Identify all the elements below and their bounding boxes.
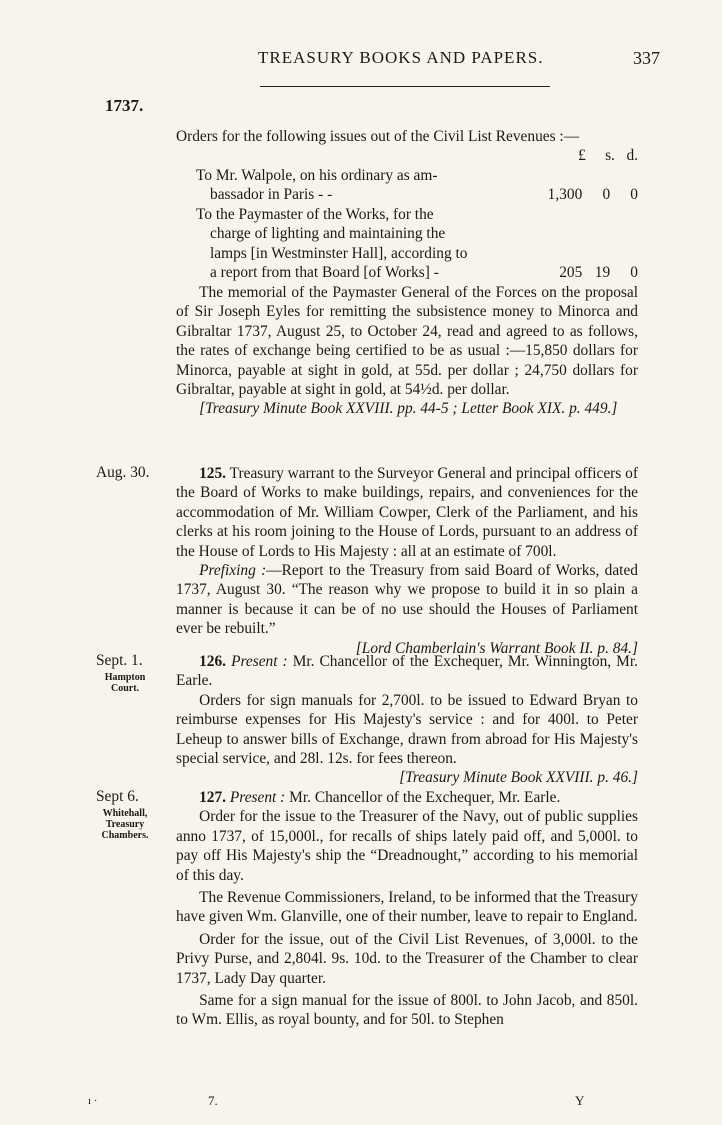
col-shillings: s. (605, 147, 615, 164)
issue-line: bassador in Paris - - (210, 186, 333, 204)
entry-place: Whitehall, Treasury Chambers. (101, 808, 149, 841)
issue-amount: 205 19 0 (559, 264, 638, 282)
issue-item (196, 205, 638, 283)
entry-number: 126. (199, 653, 227, 670)
entry-number: 127. (199, 789, 227, 806)
present-text: Mr. Chancellor of the Exchequer, Mr. Winnington, Mr. Earle. (176, 653, 638, 690)
footer-marks: ı · (88, 1095, 98, 1107)
issue-line: To Mr. Walpole, on his ordinary as am- (196, 167, 438, 184)
signature-mark: Y (575, 1093, 585, 1108)
running-head: TREASURY BOOKS AND PAPERS. (258, 48, 544, 67)
orders-intro-block (176, 128, 638, 164)
col-pence: d. (626, 147, 638, 164)
issue-line: To the Paymaster of the Works, for the (196, 206, 434, 223)
prefixing-label: Prefixing : (199, 562, 267, 580)
issue-line: a report from that Board [of Works] - (210, 264, 439, 282)
signature-mark: 7. (208, 1093, 218, 1108)
entry-125 (176, 464, 638, 658)
col-pounds: £ (578, 147, 586, 164)
entry-text: Orders for sign manuals for 2,700l. to be issued to Edward Bryan to reimburse expenses for His Majesty's service : and for 400l. to Peter Leheup to answer bills of Exchange, drawn from abroad for His Majesty's special service, and 28l. 12s. for fees thereon. (176, 691, 638, 768)
entry-text: Treasury warrant to the Surveyor General and principal officers of the Board of Works to make buildings, repairs, and conveniences for the accommodation of Mr. William Cowper, Clerk of the Parliament, and his clerks at his room joining to the House of Lords, pursuant to an address of the House of Lords to His Majesty : all at an estimate of 700l. (176, 465, 638, 560)
memorial-paragraph: The memorial of the Paymaster General of the Forces on the proposal of Sir Joseph Eyles for remitting the subsistence money to Minorca and Gibraltar 1737, August 25, to October 24, read and agreed to as follows, the rates of exchange being certified to be as usual :—15,850 dollars for Minorca, payable at sight in gold, at 55d. per dollar ; 24,750 dollars for Gibraltar, payable at sight in gold, at 54½d. per dollar. (176, 284, 638, 399)
page-number: 337 (633, 48, 660, 68)
entry-date: Sept 6. (96, 788, 139, 805)
entry-126 (176, 652, 638, 788)
present-label: Present : (229, 789, 286, 806)
entry-number: 125. (199, 465, 227, 482)
currency-columns (578, 147, 638, 165)
year-label: 1737. (105, 96, 144, 115)
entry-paragraph: The Revenue Commissioners, Ireland, to be informed that the Treasury have given Wm. Glanville, one of their number, leave to repair to England. (176, 889, 638, 926)
issue-amount: 1,300 0 0 (547, 186, 638, 204)
entry-paragraph: Order for the issue to the Treasurer of the Navy, out of public supplies anno 1737, of 15,000l., for recalls of ships lately paid off, and 5,000l. to pay off His Majesty's ship the “Dreadnought,” according to his memorial of this day. (176, 808, 638, 884)
entry-paragraph: Order for the issue, out of the Civil List Revenues, of 3,000l. to the Privy Purse, and 2,804l. 9s. 10d. to the Treasurer of the Chamber to clear 1737, Lady Day quarter. (176, 930, 638, 987)
issue-line: lamps [in Westminster Hall], according to (210, 244, 468, 262)
header-rule (260, 86, 550, 87)
entry-date: Aug. 30. (96, 464, 150, 481)
issue-item (196, 166, 638, 205)
entry-date: Sept. 1. (96, 652, 143, 669)
entry-paragraph: Same for a sign manual for the issue of 800l. to John Jacob, and 850l. to Wm. Ellis, as royal bounty, and for 50l. to Stephen (176, 992, 638, 1029)
entry-reference: [Lord Chamberlain's Warrant Book II. p. 84.] (355, 639, 638, 657)
entry-127 (176, 788, 638, 1030)
present-text: Mr. Chancellor of the Exchequer, Mr. Earle. (289, 789, 561, 806)
memorial-reference: [Treasury Minute Book XXVIII. pp. 44-5 ; Letter Book XIX. p. 449.] (199, 400, 618, 418)
entry-place: Hampton Court. (104, 672, 146, 694)
header (230, 48, 660, 72)
memorial-block (176, 283, 638, 419)
orders-intro: Orders for the following issues out of the Civil List Revenues :— (176, 128, 580, 145)
entry-reference: [Treasury Minute Book XXVIII. p. 46.] (399, 769, 638, 787)
issue-line: charge of lighting and maintaining the (210, 225, 446, 243)
present-label: Present : (231, 653, 288, 670)
prefixing-text: —Report to the Treasury from said Board of Works, dated 1737, August 30. “The reason why we propose to build it in so plain a manner is because it can be of no use should the Houses of Parliament ever be rebuilt.” (176, 562, 638, 638)
